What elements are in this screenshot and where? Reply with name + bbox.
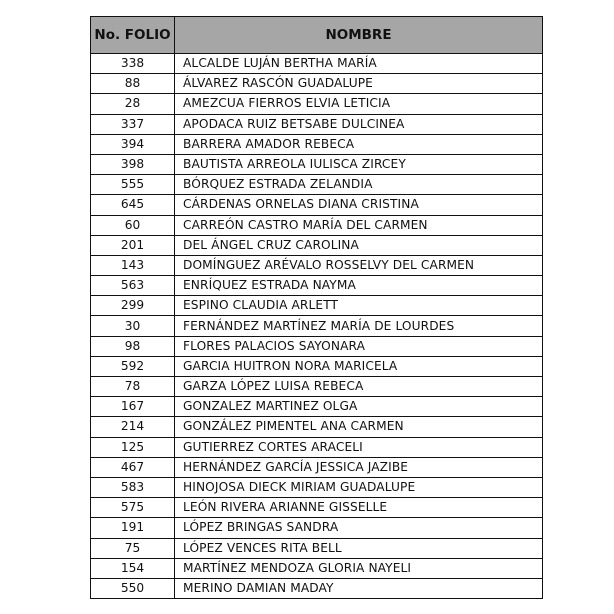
nombre-cell: AMEZCUA FIERROS ELVIA LETICIA	[175, 94, 543, 114]
folio-cell: 201	[91, 235, 175, 255]
table-row	[91, 417, 543, 437]
folio-cell: 214	[91, 417, 175, 437]
nombre-cell: LEÓN RIVERA ARIANNE GISSELLE	[175, 498, 543, 518]
nombre-cell: GARZA LÓPEZ LUISA REBECA	[175, 377, 543, 397]
nombre-cell: GONZÁLEZ PIMENTEL ANA CARMEN	[175, 417, 543, 437]
table-row	[91, 195, 543, 215]
folio-cell: 28	[91, 94, 175, 114]
table-row	[91, 437, 543, 457]
nombre-cell: GARCIA HUITRON NORA MARICELA	[175, 356, 543, 376]
folio-cell: 154	[91, 558, 175, 578]
nombre-cell: BAUTISTA ARREOLA IULISCA ZIRCEY	[175, 154, 543, 174]
nombre-cell: ENRÍQUEZ ESTRADA NAYMA	[175, 276, 543, 296]
folio-cell: 645	[91, 195, 175, 215]
table-row	[91, 134, 543, 154]
nombre-cell: LÓPEZ VENCES RITA BELL	[175, 538, 543, 558]
folio-cell: 583	[91, 477, 175, 497]
table-row	[91, 518, 543, 538]
folio-cell: 563	[91, 276, 175, 296]
table-row	[91, 498, 543, 518]
table-row	[91, 154, 543, 174]
nombre-cell: GONZALEZ MARTINEZ OLGA	[175, 397, 543, 417]
table-row	[91, 578, 543, 598]
nombre-cell: APODACA RUIZ BETSABE DULCINEA	[175, 114, 543, 134]
table-row	[91, 477, 543, 497]
table-row	[91, 276, 543, 296]
table-row	[91, 356, 543, 376]
folio-cell: 398	[91, 154, 175, 174]
nombre-cell: HINOJOSA DIECK MIRIAM GUADALUPE	[175, 477, 543, 497]
table-row	[91, 74, 543, 94]
table-row	[91, 296, 543, 316]
folio-cell: 555	[91, 175, 175, 195]
table-row	[91, 397, 543, 417]
folio-cell: 143	[91, 255, 175, 275]
folio-cell: 337	[91, 114, 175, 134]
nombre-cell: LÓPEZ BRINGAS SANDRA	[175, 518, 543, 538]
nombre-cell: CÁRDENAS ORNELAS DIANA CRISTINA	[175, 195, 543, 215]
folio-name-table	[90, 16, 543, 599]
folio-cell: 467	[91, 457, 175, 477]
nombre-cell: ÁLVAREZ RASCÓN GUADALUPE	[175, 74, 543, 94]
nombre-cell: DEL ÁNGEL CRUZ CAROLINA	[175, 235, 543, 255]
table-row	[91, 457, 543, 477]
table-row	[91, 215, 543, 235]
folio-cell: 88	[91, 74, 175, 94]
table-row	[91, 54, 543, 74]
folio-cell: 78	[91, 377, 175, 397]
table-row	[91, 316, 543, 336]
nombre-cell: MERINO DAMIAN MADAY	[175, 578, 543, 598]
nombre-cell: FLORES PALACIOS SAYONARA	[175, 336, 543, 356]
nombre-cell: MARTÍNEZ MENDOZA GLORIA NAYELI	[175, 558, 543, 578]
folio-cell: 125	[91, 437, 175, 457]
header-nombre: NOMBRE	[175, 17, 543, 54]
folio-cell: 299	[91, 296, 175, 316]
table-row	[91, 377, 543, 397]
table-row	[91, 538, 543, 558]
nombre-cell: HERNÁNDEZ GARCÍA JESSICA JAZIBE	[175, 457, 543, 477]
header-folio: No. FOLIO	[91, 17, 175, 54]
folio-cell: 75	[91, 538, 175, 558]
table-row	[91, 336, 543, 356]
folio-cell: 394	[91, 134, 175, 154]
table-row	[91, 235, 543, 255]
table-row	[91, 94, 543, 114]
nombre-cell: ESPINO CLAUDIA ARLETT	[175, 296, 543, 316]
folio-cell: 592	[91, 356, 175, 376]
nombre-cell: BÓRQUEZ ESTRADA ZELANDIA	[175, 175, 543, 195]
table-header-row	[91, 17, 543, 54]
folio-cell: 550	[91, 578, 175, 598]
nombre-cell: DOMÍNGUEZ ARÉVALO ROSSELVY DEL CARMEN	[175, 255, 543, 275]
table-row	[91, 175, 543, 195]
nombre-cell: FERNÁNDEZ MARTÍNEZ MARÍA DE LOURDES	[175, 316, 543, 336]
folio-cell: 191	[91, 518, 175, 538]
nombre-cell: GUTIERREZ CORTES ARACELI	[175, 437, 543, 457]
nombre-cell: ALCALDE LUJÁN BERTHA MARÍA	[175, 54, 543, 74]
nombre-cell: BARRERA AMADOR REBECA	[175, 134, 543, 154]
table-body	[91, 54, 543, 599]
folio-cell: 338	[91, 54, 175, 74]
table-row	[91, 255, 543, 275]
folio-cell: 60	[91, 215, 175, 235]
folio-cell: 30	[91, 316, 175, 336]
table-row	[91, 558, 543, 578]
folio-cell: 98	[91, 336, 175, 356]
folio-cell: 575	[91, 498, 175, 518]
nombre-cell: CARREÓN CASTRO MARÍA DEL CARMEN	[175, 215, 543, 235]
table-row	[91, 114, 543, 134]
folio-cell: 167	[91, 397, 175, 417]
